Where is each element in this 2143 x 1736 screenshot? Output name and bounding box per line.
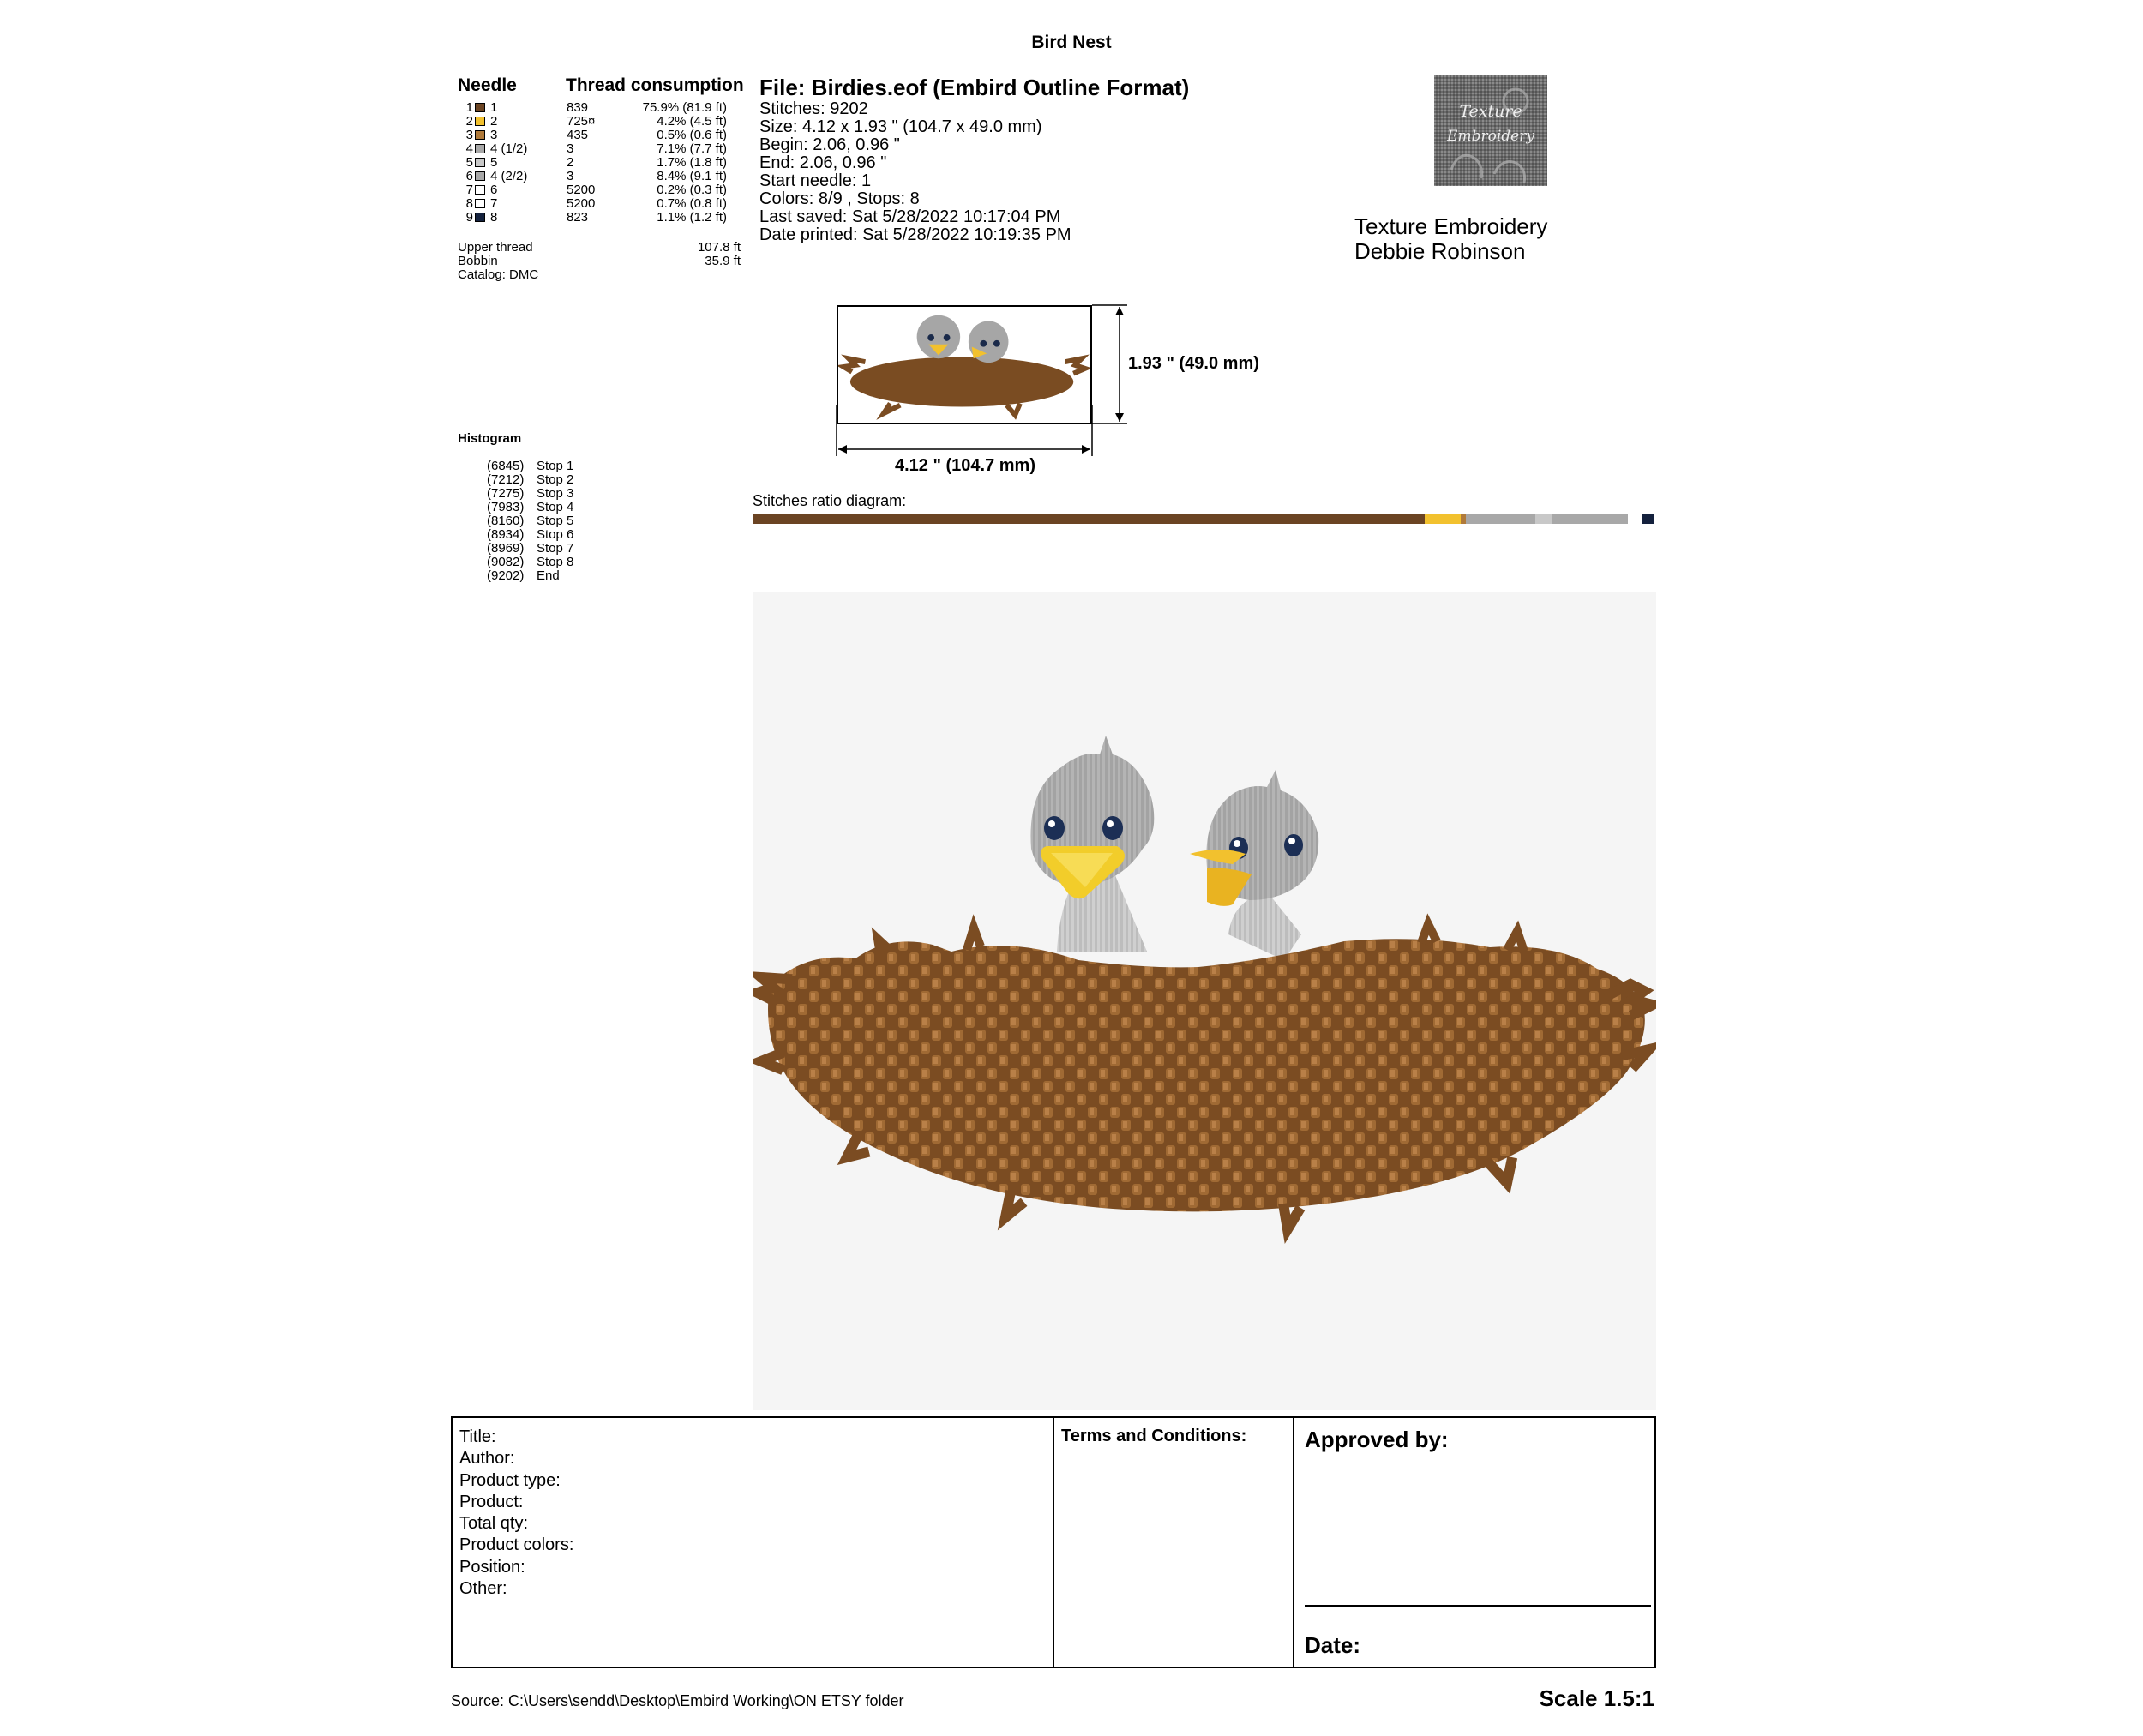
needle-row — [461, 183, 753, 197]
thread-code: 5200 — [567, 183, 596, 197]
field-product-colors-label: Product colors: — [459, 1535, 574, 1555]
thread-code: 3 — [567, 141, 574, 156]
source-path: Source: C:\Users\sendd\Desktop\Embird Working\ON ETSY folder — [451, 1692, 904, 1709]
thread-code: 725¤ — [567, 114, 596, 129]
needle-row — [461, 115, 753, 129]
terms-heading: Terms and Conditions: — [1061, 1427, 1247, 1445]
needle-index: 3 — [465, 128, 473, 142]
product-fields-column — [453, 1418, 1054, 1667]
bobbin-value: 35.9 ft — [705, 254, 741, 268]
ratio-segment — [1425, 514, 1461, 524]
color-swatch — [475, 158, 485, 167]
stop-label: Stop 3 — [537, 486, 574, 501]
stop-label: Stop 4 — [537, 500, 574, 514]
needle-index: 9 — [465, 210, 473, 225]
color-swatch — [475, 213, 485, 222]
approved-by-label: Approved by: — [1305, 1427, 1449, 1452]
begin-point: Begin: 2.06, 0.96 " — [759, 135, 900, 154]
ratio-segment — [753, 514, 1425, 524]
needle-row — [461, 129, 753, 142]
thread-code: 823 — [567, 210, 589, 225]
start-needle: Start needle: 1 — [759, 171, 872, 190]
needle-label: 3 — [490, 128, 498, 142]
needle-label: 4 (2/2) — [490, 169, 528, 183]
histogram-list — [487, 460, 573, 583]
thread-percent: 4.2% (4.5 ft) — [657, 114, 727, 129]
field-total-qty-label: Total qty: — [459, 1514, 529, 1534]
approval-column — [1294, 1418, 1654, 1667]
date-printed: Date printed: Sat 5/28/2022 10:19:35 PM — [759, 225, 1072, 244]
stop-label: End — [537, 568, 560, 583]
field-title-label: Title: — [459, 1427, 496, 1446]
thread-consumption-heading: Thread consumption — [566, 75, 744, 95]
histogram-row — [487, 569, 573, 583]
design-size: Size: 4.12 x 1.93 " (104.7 x 49.0 mm) — [759, 117, 1042, 136]
stop-count: (7275) — [487, 486, 525, 501]
company-block — [1354, 214, 1547, 264]
color-swatch — [475, 117, 485, 126]
stop-label: Stop 7 — [537, 541, 574, 556]
end-point: End: 2.06, 0.96 " — [759, 153, 887, 172]
field-product-type-label: Product type: — [459, 1470, 561, 1490]
stop-count: (8160) — [487, 514, 525, 528]
histogram-title: Histogram — [458, 431, 522, 446]
field-position-label: Position: — [459, 1557, 525, 1577]
thread-percent: 1.7% (1.8 ft) — [657, 155, 727, 170]
company-name: Texture Embroidery — [1354, 213, 1548, 239]
stitches-ratio-label: Stitches ratio diagram: — [753, 492, 907, 509]
thread-code: 3 — [567, 169, 574, 183]
designer-name: Debbie Robinson — [1354, 238, 1526, 264]
thread-percent: 0.7% (0.8 ft) — [657, 196, 727, 211]
field-other-label: Other: — [459, 1579, 507, 1599]
stop-label: Stop 8 — [537, 555, 574, 569]
thread-percent: 0.2% (0.3 ft) — [657, 183, 727, 197]
ratio-segment — [1642, 514, 1654, 524]
ratio-segment — [1466, 514, 1535, 524]
thread-percent: 1.1% (1.2 ft) — [657, 210, 727, 225]
ratio-segment — [1552, 514, 1629, 524]
company-logo — [1434, 75, 1547, 186]
file-title: File: Birdies.eof (Embird Outline Format) — [759, 75, 1190, 100]
product-field-list — [459, 1427, 573, 1600]
terms-column — [1054, 1418, 1294, 1667]
needle-label: 7 — [490, 196, 498, 211]
thread-percent: 7.1% (7.7 ft) — [657, 141, 727, 156]
thread-code: 5200 — [567, 196, 596, 211]
stop-count: (8969) — [487, 541, 525, 556]
thread-percent: 75.9% (81.9 ft) — [642, 100, 727, 115]
histogram-row — [487, 556, 573, 569]
needle-label: 6 — [490, 183, 498, 197]
colors-stops: Colors: 8/9 , Stops: 8 — [759, 189, 920, 208]
thread-percent: 8.4% (9.1 ft) — [657, 169, 727, 183]
needle-index: 5 — [465, 155, 473, 170]
embroidery-preview — [753, 592, 1656, 1410]
stop-count: (8934) — [487, 527, 525, 542]
needle-row — [461, 211, 753, 225]
histogram-row — [487, 528, 573, 542]
needle-label: 5 — [490, 155, 498, 170]
dimension-lines — [831, 302, 1132, 458]
needle-row — [461, 142, 753, 156]
upper-thread-label: Upper thread — [458, 240, 533, 255]
thread-code: 2 — [567, 155, 574, 170]
color-swatch — [475, 130, 485, 140]
stop-count: (7212) — [487, 472, 525, 487]
stop-label: Stop 6 — [537, 527, 574, 542]
page-title: Bird Nest — [1031, 33, 1112, 52]
needle-label: 8 — [490, 210, 498, 225]
color-swatch — [475, 199, 485, 208]
thread-totals — [458, 240, 741, 282]
needle-row — [461, 170, 753, 183]
histogram-row — [487, 542, 573, 556]
signature-line — [1305, 1605, 1651, 1607]
needle-row — [461, 197, 753, 211]
needle-index: 8 — [465, 196, 473, 211]
needle-table — [461, 101, 753, 225]
upper-thread-value: 107.8 ft — [697, 240, 741, 255]
last-saved: Last saved: Sat 5/28/2022 10:17:04 PM — [759, 207, 1061, 226]
field-product-label: Product: — [459, 1492, 524, 1511]
ratio-segment — [1632, 514, 1643, 524]
stop-label: Stop 1 — [537, 459, 574, 473]
stop-count: (9082) — [487, 555, 525, 569]
needle-heading: Needle — [458, 75, 517, 95]
approval-form — [451, 1416, 1656, 1668]
scale-label: Scale 1.5:1 — [1539, 1685, 1654, 1711]
width-dimension-label: 4.12 " (104.7 mm) — [894, 456, 1035, 475]
needle-index: 4 — [465, 141, 473, 156]
histogram-row — [487, 460, 573, 473]
bobbin-label: Bobbin — [458, 254, 498, 268]
logo-text-1: Texture — [1459, 102, 1522, 121]
needle-label: 1 — [490, 100, 498, 115]
thread-percent: 0.5% (0.6 ft) — [657, 128, 727, 142]
histogram-row — [487, 501, 573, 514]
histogram-row — [487, 487, 573, 501]
ratio-segment — [1535, 514, 1552, 524]
file-info — [759, 100, 1072, 244]
needle-row — [461, 156, 753, 170]
thread-code: 839 — [567, 100, 589, 115]
histogram-row — [487, 514, 573, 528]
logo-text-2: Embroidery — [1447, 128, 1534, 145]
date-label: Date: — [1305, 1632, 1361, 1658]
color-swatch — [475, 103, 485, 112]
needle-index: 1 — [465, 100, 473, 115]
stop-label: Stop 5 — [537, 514, 574, 528]
height-dimension-label: 1.93 " (49.0 mm) — [1128, 354, 1259, 373]
needle-label: 2 — [490, 114, 498, 129]
needle-label: 4 (1/2) — [490, 141, 528, 156]
color-swatch — [475, 185, 485, 195]
needle-index: 6 — [465, 169, 473, 183]
color-swatch — [475, 171, 485, 181]
catalog-label: Catalog: DMC — [458, 267, 539, 282]
needle-index: 2 — [465, 114, 473, 129]
color-swatch — [475, 144, 485, 153]
field-author-label: Author: — [459, 1449, 515, 1469]
stop-label: Stop 2 — [537, 472, 574, 487]
thread-code: 435 — [567, 128, 589, 142]
stop-count: (7983) — [487, 500, 525, 514]
stop-count: (6845) — [487, 459, 525, 473]
stitches-count: Stitches: 9202 — [759, 99, 868, 118]
stop-count: (9202) — [487, 568, 525, 583]
needle-index: 7 — [465, 183, 473, 197]
needle-row — [461, 101, 753, 115]
stitches-ratio-bar — [753, 514, 1656, 524]
histogram-row — [487, 473, 573, 487]
